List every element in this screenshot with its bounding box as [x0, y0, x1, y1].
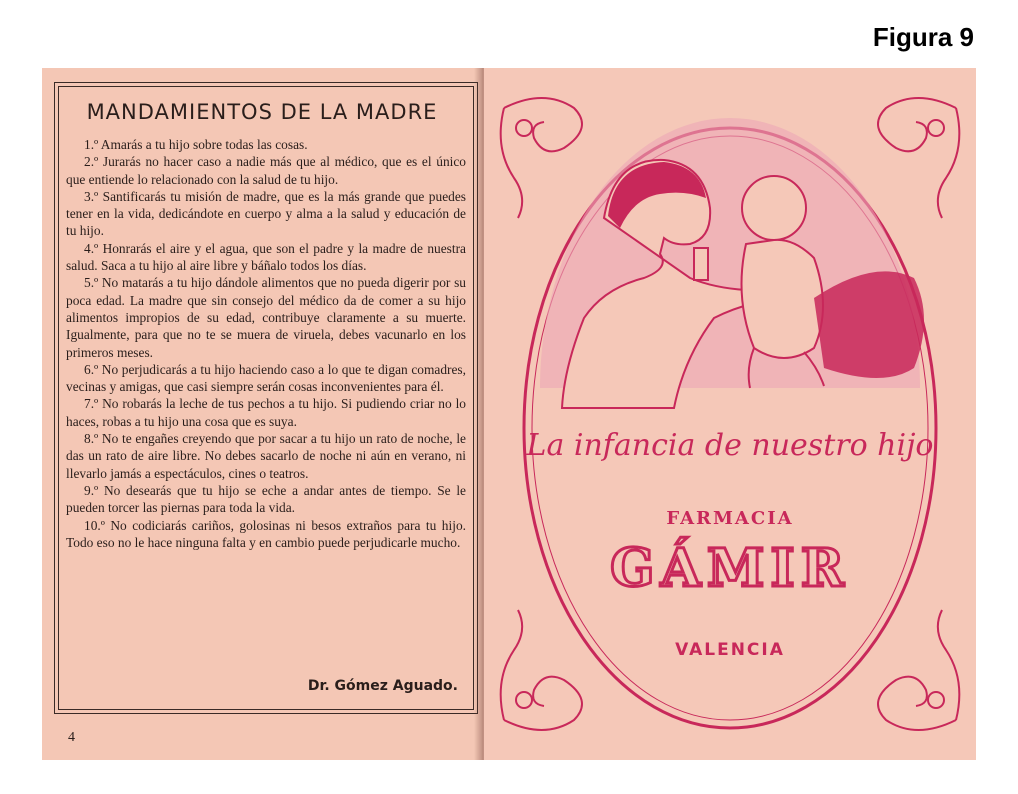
commandment-item: 6.º No perjudicarás a tu hijo haciendo caso a lo que te digan comadres, vecinas y amigas, que casi siempre serán cosas inconvenientes para él. — [66, 361, 466, 395]
glass-icon — [694, 248, 708, 280]
cover-title: La infancia de nuestro hijo — [526, 428, 934, 463]
booklet-spread — [42, 68, 976, 760]
commandment-item: 5.º No matarás a tu hijo dándole alimentos que no pueda digerir por su poca edad. La madre que sin consejo del médico da de comer a su hijo alimentos impropios de su edad, contribuye claramente a su muerte. Igualmente, para que no te se muera de viruela, debes vacunarlo en los primeros meses. — [66, 275, 466, 360]
commandment-item: 9.º No desearás que tu hijo se eche a andar antes de tiempo. Se le pueden torcer las piernas para toda la vida. — [66, 482, 466, 516]
city-label: VALENCIA — [675, 640, 785, 660]
commandment-item: 8.º No te engañes creyendo que por sacar a tu hijo un rato de noche, le das un rato de aire libre. No debes sacarlo de noche ni aún en verano, ni llevarlo jamás a espectáculos, cines o teatros. — [66, 431, 466, 481]
commandment-item: 10.º No codiciarás cariños, golosinas ni besos extraños para tu hijo. Todo eso no le hace ninguna falta y en cambio puede perjudicarle mucho. — [66, 517, 466, 550]
commandment-item: 2.º Jurarás no hacer caso a nadie más que al médico, que es el único que entiende lo relacionado con la salud de tu hijo. — [66, 154, 466, 187]
commandment-item: 4.º Honrarás el aire y el agua, que son el padre y la madre de nuestra salud. Saca a tu hijo al aire libre y báñalo todos los días. — [66, 240, 466, 274]
commandments-list — [66, 136, 466, 551]
signature: Dr. Gómez Aguado. — [307, 678, 458, 694]
pharmacy-label: FARMACIA — [666, 508, 794, 529]
figure-label: Figura 9 — [872, 22, 974, 52]
page-number: 4 — [68, 730, 75, 745]
pharmacy-name: GÁMIR — [610, 538, 850, 599]
commandments-title: MANDAMIENTOS DE LA MADRE — [86, 100, 438, 124]
commandment-item: 1.º Amarás a tu hijo sobre todas las cosas. — [84, 137, 308, 152]
left-page — [42, 68, 482, 760]
cover-page — [484, 68, 976, 760]
commandment-item: 7.º No robarás la leche de tus pechos a tu hijo. Si pudiendo criar no lo haces, robas a tu hijo una cosa que es suya. — [66, 396, 466, 429]
commandment-item: 3.º Santificarás tu misión de madre, que es la más grande que puedes tener en la vida, dedicándote en cuerpo y alma a la salud y educación de tu hijo. — [66, 188, 466, 239]
